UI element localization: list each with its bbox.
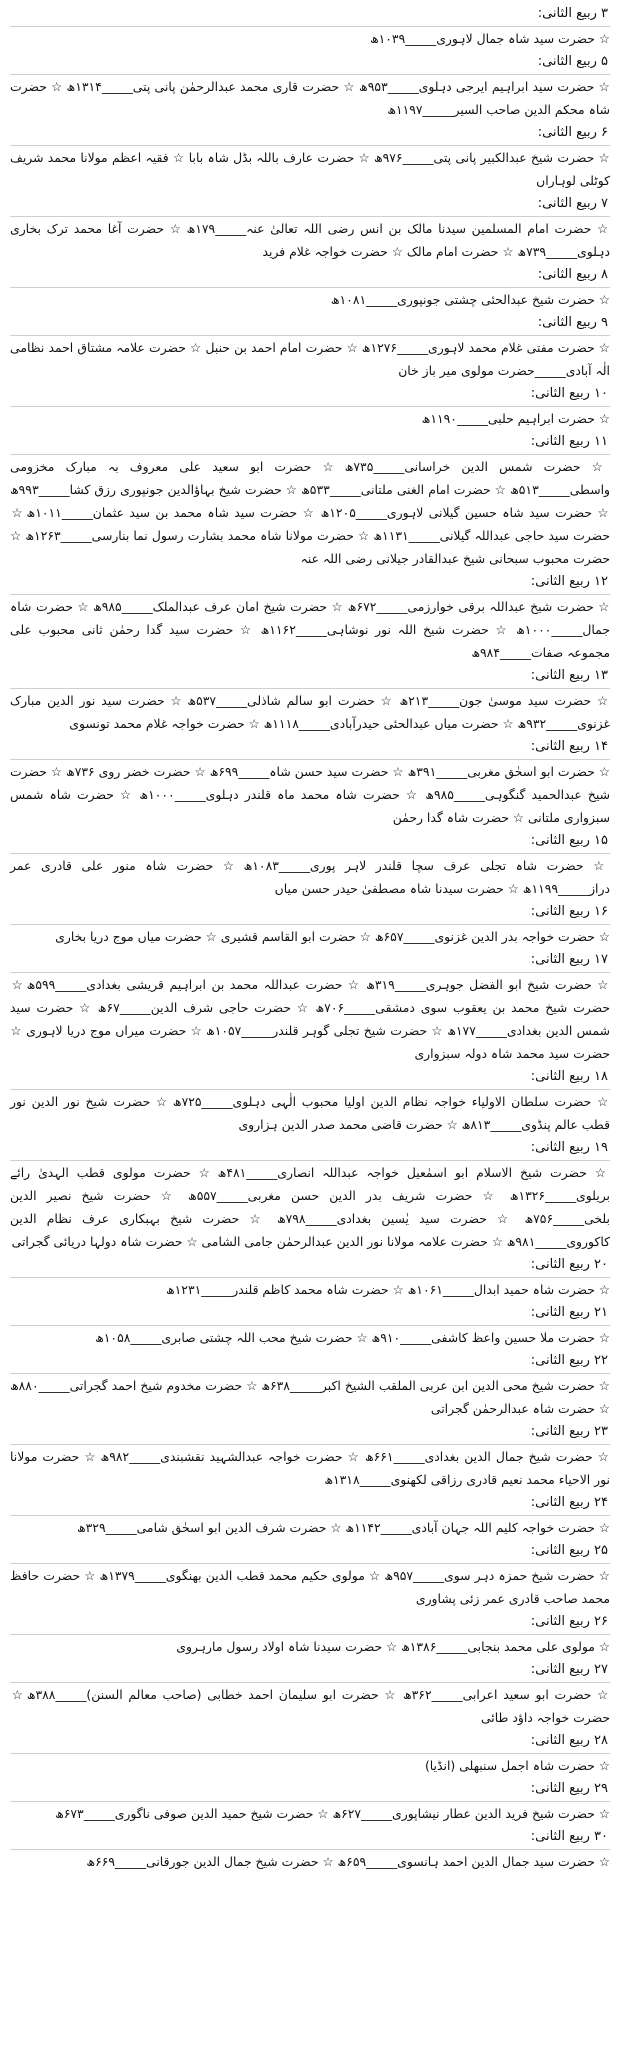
saints-list-text: ☆ حضرت شیخ فرید الدین عطار نیشاپوری_____۶۲۷ھ ☆ حضرت شیخ حمید الدین صوفی ناگوری_____۶۷۳ھ [55,1806,610,1821]
date-heading: ۱۰ ربیع الثانی: [530,386,608,401]
saints-list-text: ☆ حضرت شیخ عبدالحئی چشتی جونپوری_____۱۰۸۱ھ [330,292,610,307]
date-section [10,738,610,829]
saints-list-text: ☆ حضرت ابو سعید اعرابی_____۳۶۲ھ ☆ حضرت ابو سلیمان احمد خطابی (صاحب معالم السنن)_____۳۸۸ھ ☆ حضرت خواجہ داؤد طائی [10,1687,611,1725]
date-section [10,1780,610,1825]
saints-list-text: ☆ حضرت سید شاہ جمال لاہوری_____۱۰۳۹ھ [369,31,610,46]
saints-list-text: ☆ حضرت شیخ عبدالکبیر پانی پتی_____۹۷۶ھ ☆ حضرت عارف باللہ بڈل شاہ بابا ☆ فقیہ اعظم مولانا محمد شریف کوٹلی لوہاراں [10,150,610,188]
date-heading: ۶ ربیع الثانی: [537,125,608,140]
date-heading: ۲۲ ربیع الثانی: [530,1353,608,1368]
date-section [10,195,610,263]
date-heading: ۲۰ ربیع الثانی: [530,1257,608,1272]
date-section [10,1661,610,1729]
date-heading: ۸ ربیع الثانی: [537,267,608,282]
date-heading: ۱۸ ربیع الثانی: [530,1069,608,1084]
date-section [10,667,610,735]
saints-list-text: ☆ حضرت شیخ الاسلام ابو اسمٰعیل خواجہ عبداللہ انصاری_____۴۸۱ھ ☆ حضرت مولوی قطب الہدیٰ رائے بریلوی_____۱۳۲۶ھ ☆ حضرت شریف بدر الدین حسن مغربی_____۵۵۷ھ ☆ حضرت شیخ نصیر الدین بلخی_____۷۵۶ھ ☆ حضرت سید یٰسین بغدادی_____۷۹۸ھ ☆ حضرت شیخ بہبکاری عرف نظام الدین کاکوروی_____۹۸۱ھ ☆ حضرت علامہ مولانا نور الدین عبدالرحمٰن جامی الشامی ☆ حضرت شاہ دولہا دریائی گجراتی [10,1165,611,1249]
saints-list-text: ☆ حضرت ابراہیم حلبی_____۱۱۹۰ھ [421,411,610,426]
saints-list-text: ☆ حضرت شیخ محی الدین ابن عربی الملقب الشیخ اکبر_____۶۳۸ھ ☆ حضرت مخدوم شیخ احمد گجراتی_____۸۸۰ھ ☆ حضرت شاہ عبدالرحمٰن گجراتی [10,1378,610,1416]
date-section [10,433,610,570]
date-section [10,1542,610,1610]
date-section [10,1256,610,1301]
date-section [10,1423,610,1491]
date-section [10,314,610,382]
saints-list-text: ☆ حضرت خواجہ بدر الدین غزنوی_____۶۵۷ھ ☆ حضرت ابو القاسم قشیری ☆ حضرت میاں موج دریا بخاری [55,929,610,944]
saints-list-text: ☆ حضرت خواجہ کلیم اللہ جہان آبادی_____۱۱۴۲ھ ☆ حضرت شرف الدین ابو اسحٰق شامی_____۳۲۹ھ [77,1520,610,1535]
date-heading: ۲۷ ربیع الثانی: [530,1662,608,1677]
date-section [10,1732,610,1777]
date-section [10,5,610,50]
saints-list-text: ☆ مولوی علی محمد بنجابی_____۱۳۸۶ھ ☆ حضرت سیدنا شاہ اولاد رسول مارہروی [176,1639,610,1654]
date-section [10,53,610,121]
saints-list-text: ☆ حضرت شاہ حمید ابدال_____۱۰۶۱ھ ☆ حضرت شاہ محمد کاظم قلندر_____۱۲۳۱ھ [165,1282,610,1297]
saints-list-text: ☆ حضرت امام المسلمین سیدنا مالک بن انس رضی اللہ تعالیٰ عنہ_____۱۷۹ھ ☆ حضرت آغا محمد ترک بخاری دہلوی_____۷۳۹ھ ☆ حضرت امام مالک ☆ حضرت خواجہ غلام فرید [10,221,610,259]
date-heading: ۲۴ ربیع الثانی: [530,1495,608,1510]
date-section [10,1828,610,1873]
saints-list-text: ☆ حضرت سید موسیٰ جون_____۲۱۳ھ ☆ حضرت ابو سالم شاذلی_____۵۳۷ھ ☆ حضرت سید نور الدین مبارک غزنوی_____۹۳۲ھ ☆ حضرت میاں عبدالحئی حیدرآبادی_____۱۱۱۸ھ ☆ حضرت خواجہ غلام محمد تونسوی [10,693,610,731]
saints-list-text: ☆ حضرت شیخ عبداللہ برقی خوارزمی_____۶۷۲ھ ☆ حضرت شیخ امان عرف عبدالملک_____۹۸۵ھ ☆ حضرت شاہ جمال_____۱۰۰۰ھ ☆ حضرت شیخ اللہ نور نوشاہی_____۱۱۶۲ھ ☆ حضرت سید گدا رحمٰن ثانی محبوب علی مجموعہ صفات_____۹۸۴ھ [10,599,610,660]
date-heading: ۱۴ ربیع الثانی: [530,739,608,754]
date-section [10,951,610,1065]
date-section [10,1139,610,1253]
date-heading: ۱۵ ربیع الثانی: [530,833,608,848]
date-heading: ۱۱ ربیع الثانی: [530,434,608,449]
saints-list-text: ☆ حضرت سید ابراہیم ایرجی دہلوی_____۹۵۳ھ ☆ حضرت قاری محمد عبدالرحمٰن پانی پتی_____۱۳۱۴ھ ☆ حضرت شاہ محکم الدین صاحب السیر_____۱۱۹۷ھ [10,79,611,117]
date-heading: ۳ ربیع الثانی: [537,6,608,21]
date-section [10,385,610,430]
date-heading: ۲۵ ربیع الثانی: [530,1543,608,1558]
saints-list-text: ☆ حضرت شیخ حمزہ دہر سوی_____۹۵۷ھ ☆ مولوی حکیم محمد قطب الدین بھنگوی_____۱۳۷۹ھ ☆ حضرت حافظ محمد صاحب قادری عمر زئی پشاوری [10,1568,610,1606]
date-heading: ۳۰ ربیع الثانی: [530,1829,608,1844]
date-heading: ۱۶ ربیع الثانی: [530,904,608,919]
saints-list-text: ☆ حضرت شیخ جمال الدین بغدادی_____۶۶۱ھ ☆ حضرت خواجہ عبدالشہید نقشبندی_____۹۸۲ھ ☆ حضرت مولانا نور الاحیاء محمد نعیم قادری رزاقی لکھنوی_____۱۳۱۸ھ [10,1449,610,1487]
saints-list-text: ☆ حضرت سید جمال الدین احمد ہانسوی_____۶۵۹ھ ☆ حضرت شیخ جمال الدین جورقانی_____۶۶۹ھ [86,1854,610,1869]
saints-list-text: ☆ حضرت ابو اسحٰق مغربی_____۳۹۱ھ ☆ حضرت سید حسن شاہ_____۶۹۹ھ ☆ حضرت خضر روی ۷۳۶ھ ☆ حضرت شیخ عبدالحمید گنگوہی_____۹۸۵ھ ☆ حضرت شاہ محمد ماہ قلندر دہلوی_____۱۰۰۰ھ ☆ حضرت شاہ شمس سبزواری ملتانی ☆ حضرت شاہ گدا رحمٰن [10,764,611,825]
date-section [10,266,610,311]
date-heading: ۵ ربیع الثانی: [537,54,608,69]
saints-list-text: ☆ حضرت مفتی غلام محمد لاہوری_____۱۲۷۶ھ ☆ حضرت امام احمد بن حنبل ☆ حضرت علامہ مشتاق احمد نظامی الٰہ آبادی_____حضرت مولوی میر باز خان [10,340,610,378]
date-heading: ۲۳ ربیع الثانی: [530,1424,608,1439]
date-heading: ۷ ربیع الثانی: [537,196,608,211]
date-section [10,1494,610,1539]
date-heading: ۲۸ ربیع الثانی: [530,1733,608,1748]
date-section [10,573,610,664]
saints-list-text: ☆ حضرت شاہ تجلی عرف سچا قلندر لاہر پوری_____۱۰۸۳ھ ☆ حضرت شاہ منور علی قادری عمر دراز_____۱۱۹۹ھ ☆ حضرت سیدنا شاہ مصطفیٰ حیدر حسن میاں [10,858,610,896]
date-heading: ۲۹ ربیع الثانی: [530,1781,608,1796]
date-heading: ۲۱ ربیع الثانی: [530,1305,608,1320]
date-section [10,1304,610,1349]
date-heading: ۱۲ ربیع الثانی: [530,574,608,589]
date-section [10,1613,610,1658]
saints-list-text: ☆ حضرت ملا حسین واعظ کاشفی_____۹۱۰ھ ☆ حضرت شیخ محب اللہ چشتی صابری_____۱۰۵۸ھ [95,1330,610,1345]
date-section [10,124,610,192]
date-heading: ۲۶ ربیع الثانی: [530,1614,608,1629]
date-section [10,832,610,900]
date-heading: ۱۷ ربیع الثانی: [530,952,608,967]
saints-list-text: ☆ حضرت شاہ اجمل سنبھلی (انڈیا) [424,1758,610,1773]
date-heading: ۱۳ ربیع الثانی: [530,668,608,683]
date-section [10,1352,610,1420]
saints-list-text: ☆ حضرت شیخ ابو الفضل جوہری_____۳۱۹ھ ☆ حضرت عبداللہ محمد بن ابراہیم قریشی بغدادی_____۵۹۹ھ ☆ حضرت شیخ محمد بن یعقوب سوی دمشقی_____۷۰۶ھ ☆ حضرت حاجی شرف الدین_____۶۷ھ ☆ حضرت سید شمس الدین بغدادی_____۱۷۷ھ ☆ حضرت شیخ تجلی گوہر قلندر_____۱۰۵۷ھ ☆ حضرت میراں موج دریا لاہوری ☆ حضرت سید محمد شاہ دولہ سبزواری [10,977,611,1061]
date-section [10,1068,610,1136]
saints-list-text: ☆ حضرت شمس الدین خراسانی_____۷۳۵ھ ☆ حضرت ابو سعید علی معروف بہ مبارک مخزومی واسطی_____۵۱۳ھ ☆ حضرت امام الغنی ملتانی_____۵۳۳ھ ☆ حضرت شیخ بہاؤالدین جونپوری رزق کشا_____۹۹۳ھ ☆ حضرت سید شاہ حسین گیلانی لاہوری_____۱۲۰۵ھ ☆ حضرت سید شاہ محمد بن سید عثمان_____۱۰۱۱ھ ☆ حضرت سید حاجی عبداللہ گیلانی_____۱۱۳۱ھ ☆ حضرت مولانا شاہ محمد بشارت رسول نما بنارسی_____۱۲۶۳ھ ☆ حضرت محبوب سبحانی شیخ عبدالقادر جیلانی رضی اللہ عنہ [10,459,611,566]
date-heading: ۹ ربیع الثانی: [537,315,608,330]
saints-list-text: ☆ حضرت سلطان الاولیاء خواجہ نظام الدین اولیا محبوب الٰہی دہلوی_____۷۲۵ھ ☆ حضرت شیخ نور الدین نور قطب عالم پنڈوی_____۸۱۳ھ ☆ حضرت قاضی محمد صدر الدین ہزاروی [10,1094,610,1132]
date-heading: ۱۹ ربیع الثانی: [530,1140,608,1155]
date-section [10,903,610,948]
